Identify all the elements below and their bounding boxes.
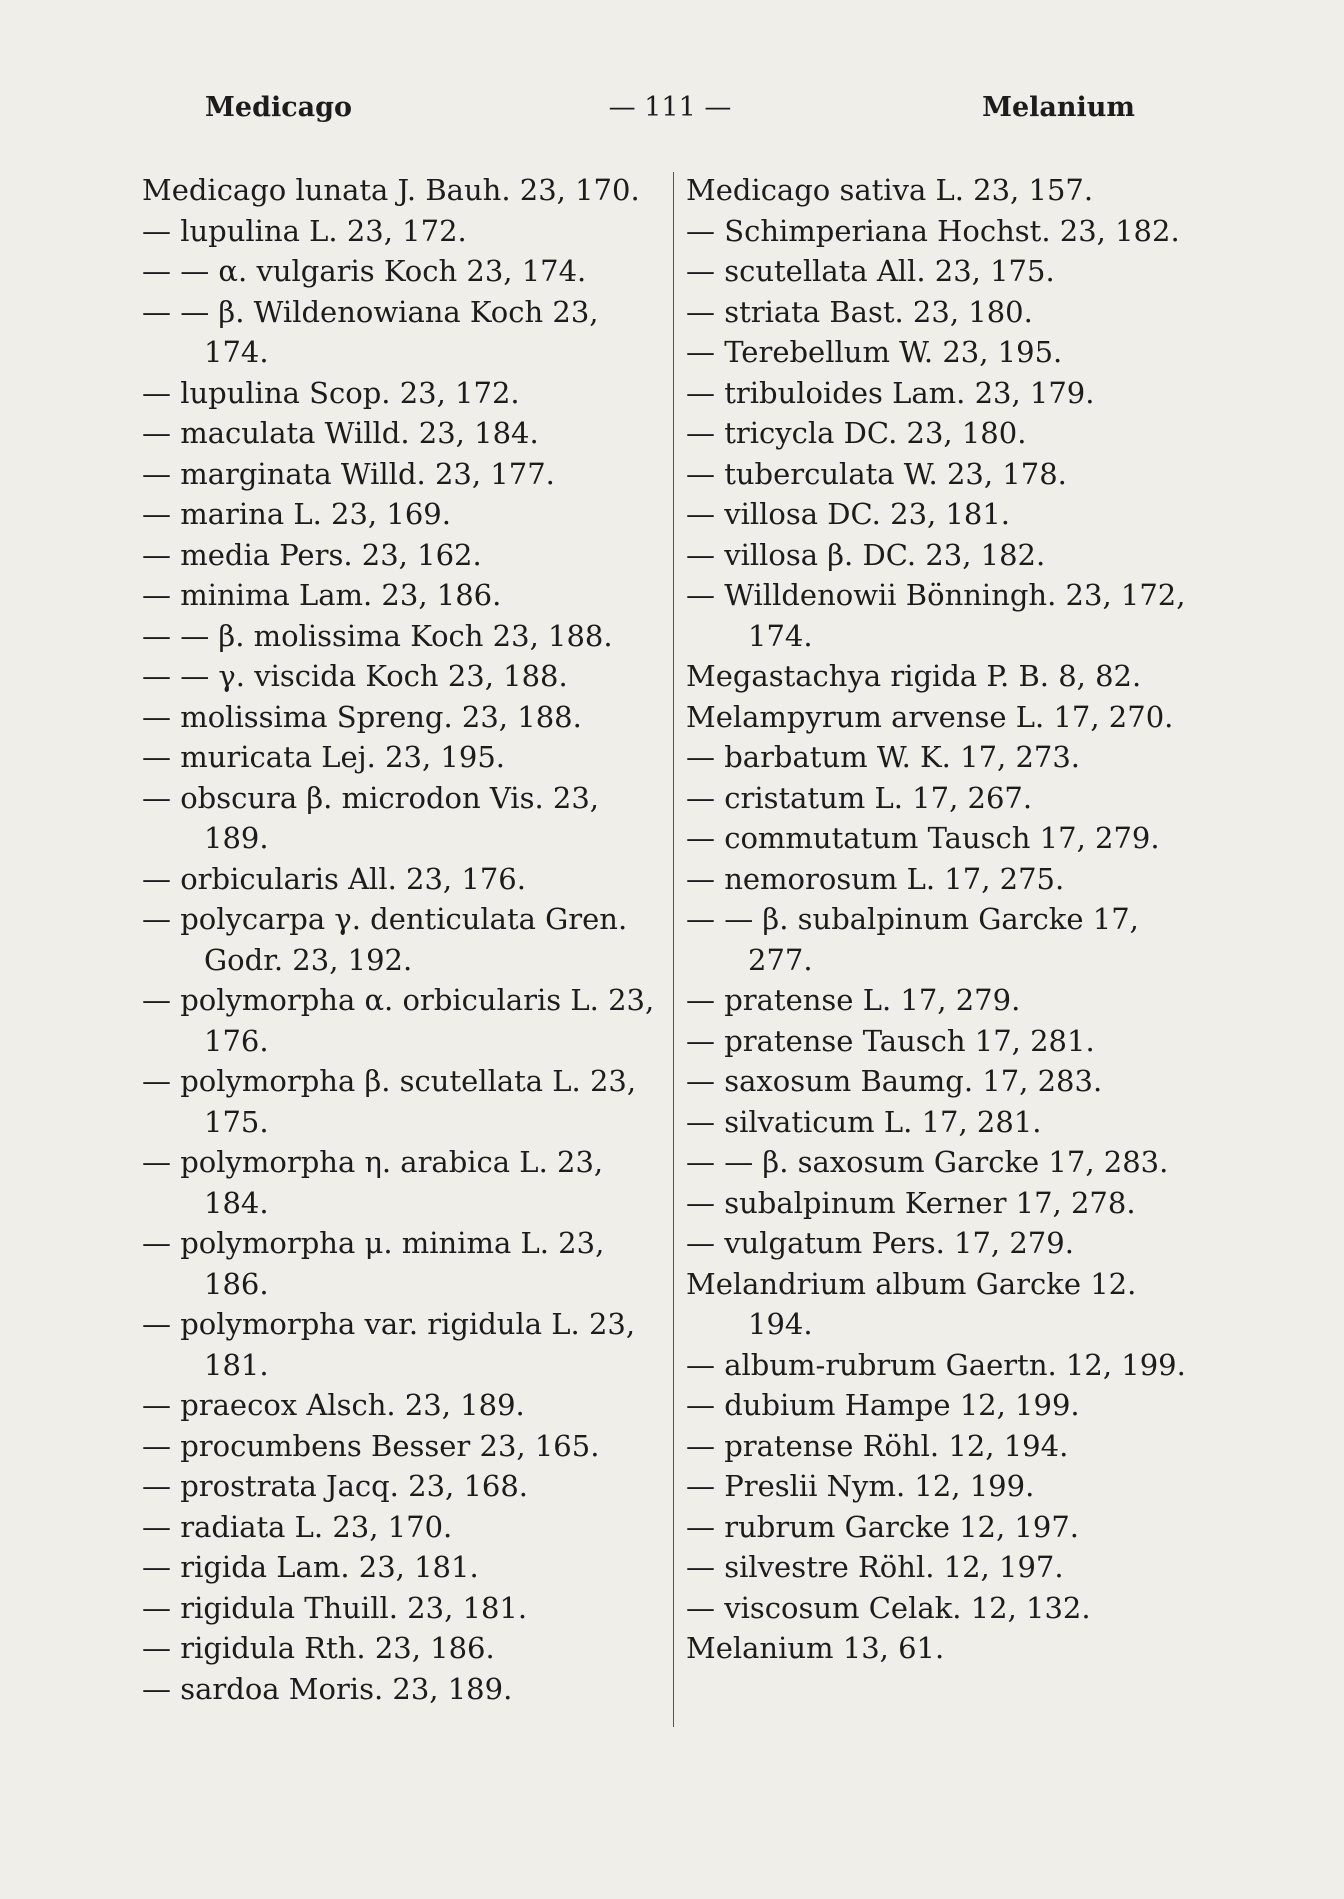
index-entry: — rigida Lam. 23, 181. (142, 1550, 479, 1584)
index-entry: — — β. Wildenowiana Koch 23, 174. (142, 294, 599, 369)
index-entry: — rigidula Thuill. 23, 181. (142, 1590, 528, 1625)
header-left-catchword: Medicago (205, 92, 353, 123)
index-entry: — polymorpha η. arabica L. 23, 184. (142, 1145, 604, 1220)
index-entry: Medicago sativa L. 23, 157. (686, 173, 1094, 207)
index-entry: — maculata Willd. 23, 184. (142, 416, 539, 450)
running-head (205, 88, 1135, 128)
index-entry: — commutatum Tausch 17, 279. (686, 821, 1160, 855)
right-column (686, 170, 1206, 1669)
index-entry: — pratense Röhl. 12, 194. (686, 1428, 1069, 1463)
index-entry: — dubium Hampe 12, 199. (686, 1388, 1080, 1422)
index-entry: Melampyrum arvense L. 17, 270. (686, 699, 1174, 734)
index-entry: — tribuloides Lam. 23, 179. (686, 375, 1095, 410)
index-entry: — villosa β. DC. 23, 182. (686, 537, 1046, 572)
index-entry: — Terebellum W. 23, 195. (686, 335, 1063, 369)
index-entry: — polymorpha var. rigidula L. 23, 181. (142, 1307, 636, 1382)
index-entry: — — α. vulgaris Koch 23, 174. (142, 254, 587, 288)
header-right-catchword: Melanium (982, 92, 1135, 123)
index-entry: — Preslii Nym. 12, 199. (686, 1469, 1035, 1503)
index-entry: — saxosum Baumg. 17, 283. (686, 1064, 1103, 1098)
index-entry: — rigidula Rth. 23, 186. (142, 1631, 495, 1665)
index-entry: — Schimperiana Hochst. 23, 182. (686, 213, 1180, 248)
index-entry: — silvestre Röhl. 12, 197. (686, 1550, 1064, 1584)
index-entry: — prostrata Jacq. 23, 168. (142, 1469, 529, 1503)
index-entry: — marginata Willd. 23, 177. (142, 456, 555, 491)
index-entry: — polymorpha α. orbicularis L. 23, 176. (142, 983, 655, 1058)
left-column (142, 170, 664, 1709)
index-entry: — polycarpa γ. denticulata Gren. Godr. 23, 192. (142, 902, 628, 977)
index-entry: — viscosum Celak. 12, 132. (686, 1590, 1091, 1625)
index-entry: — album-rubrum Gaertn. 12, 199. (686, 1347, 1186, 1382)
index-entry: — — β. molissima Koch 23, 188. (142, 618, 613, 653)
index-entry: — polymorpha μ. minima L. 23, 186. (142, 1226, 605, 1301)
index-entry: — scutellata All. 23, 175. (686, 254, 1055, 288)
index-entry: — procumbens Besser 23, 165. (142, 1428, 600, 1463)
index-entry: — tricycla DC. 23, 180. (686, 416, 1027, 450)
index-entry: — striata Bast. 23, 180. (686, 294, 1033, 329)
index-entry: — marina L. 23, 169. (142, 497, 451, 531)
index-entry: — villosa DC. 23, 181. (686, 497, 1011, 531)
index-entry: — lupulina Scop. 23, 172. (142, 375, 520, 410)
index-entry: — nemorosum L. 17, 275. (686, 861, 1065, 896)
index-entry: — pratense Tausch 17, 281. (686, 1023, 1095, 1058)
index-entry: Melandrium album Garcke 12. 194. (686, 1266, 1137, 1341)
index-entry: — vulgatum Pers. 17, 279. (686, 1226, 1074, 1260)
index-entry: Medicago lunata J. Bauh. 23, 170. (142, 173, 640, 207)
index-entry: Melanium 13, 61. (686, 1631, 945, 1665)
index-entry: — sardoa Moris. 23, 189. (142, 1671, 513, 1706)
index-entry: — Willdenowii Bönningh. 23, 172, 174. (686, 578, 1186, 653)
index-entry: — barbatum W. K. 17, 273. (686, 740, 1081, 774)
index-entry: — tuberculata W. 23, 178. (686, 456, 1067, 491)
index-entry: — obscura β. microdon Vis. 23, 189. (142, 780, 600, 855)
index-entry: — muricata Lej. 23, 195. (142, 740, 505, 774)
column-divider (673, 172, 674, 1727)
index-entry: — subalpinum Kerner 17, 278. (686, 1185, 1136, 1220)
index-entry: — — β. subalpinum Garcke 17, 277. (686, 902, 1139, 977)
index-entry: — praecox Alsch. 23, 189. (142, 1388, 525, 1422)
index-entry: Megastachya rigida P. B. 8, 82. (686, 659, 1142, 693)
index-entry: — — γ. viscida Koch 23, 188. (142, 659, 568, 693)
index-entry: — cristatum L. 17, 267. (686, 780, 1033, 815)
page-number: — 111 — (608, 92, 732, 123)
index-entry: — minima Lam. 23, 186. (142, 578, 502, 612)
index-entry: — polymorpha β. scutellata L. 23, 175. (142, 1064, 637, 1139)
index-entry: — molissima Spreng. 23, 188. (142, 699, 582, 734)
index-entry: — media Pers. 23, 162. (142, 537, 482, 572)
index-entry: — rubrum Garcke 12, 197. (686, 1509, 1080, 1544)
index-entry: — pratense L. 17, 279. (686, 983, 1021, 1017)
index-entry: — silvaticum L. 17, 281. (686, 1104, 1042, 1139)
index-entry: — orbicularis All. 23, 176. (142, 861, 526, 896)
index-entry: — radiata L. 23, 170. (142, 1509, 453, 1544)
index-entry: — lupulina L. 23, 172. (142, 213, 467, 248)
index-entry: — — β. saxosum Garcke 17, 283. (686, 1145, 1169, 1179)
